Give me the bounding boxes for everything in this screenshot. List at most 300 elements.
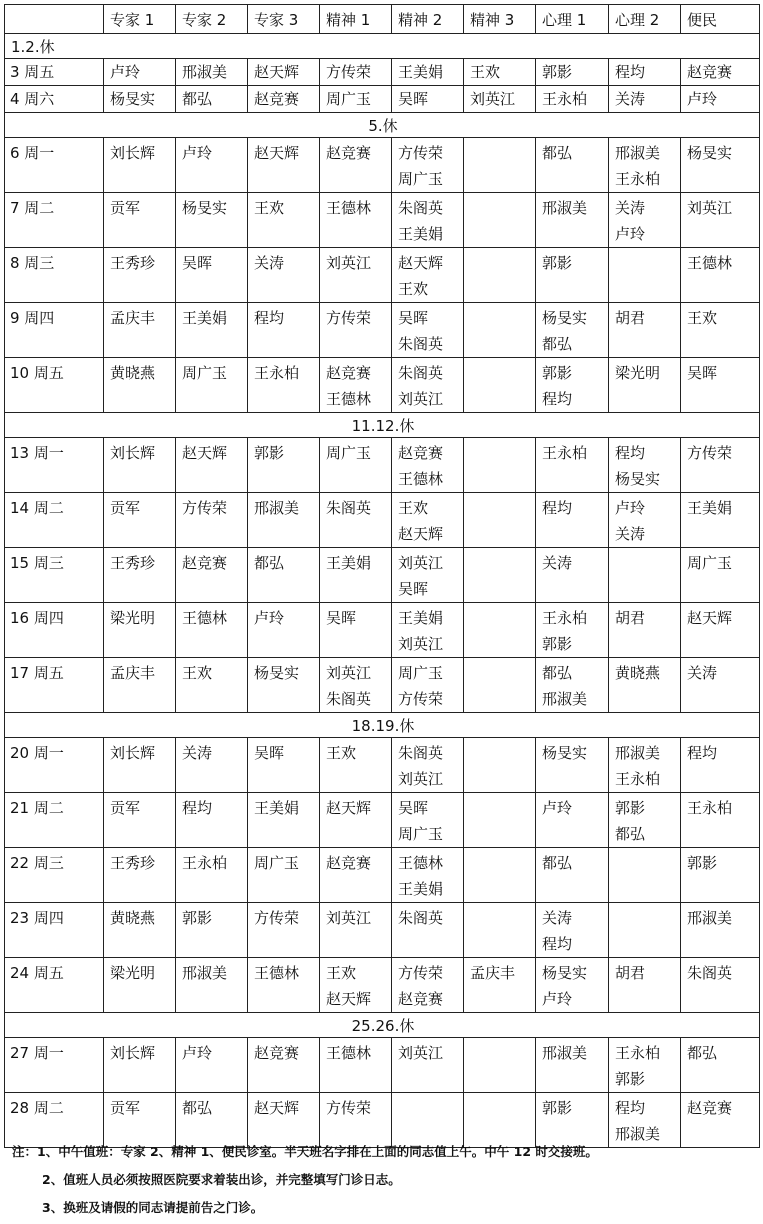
- staff-name: 郭影: [542, 63, 573, 81]
- staff-name: 都弘: [182, 90, 213, 108]
- staff-name: 关涛: [254, 254, 285, 272]
- staff-name: 朱阁英: [398, 199, 444, 217]
- staff-name: 周广玉: [398, 825, 444, 843]
- date-cell: 22 周三: [5, 848, 104, 903]
- rest-day-label: 18.19.休: [5, 713, 760, 738]
- duty-cell: [248, 1038, 320, 1093]
- duty-cell: [248, 793, 320, 848]
- duty-cell: [320, 86, 392, 113]
- staff-name: 刘英江: [398, 1044, 444, 1062]
- duty-cell: [392, 1038, 464, 1093]
- staff-name: 关涛: [615, 525, 646, 543]
- staff-name: 卢玲: [254, 609, 285, 627]
- staff-name: 邢淑美: [687, 909, 733, 927]
- duty-cell: [609, 658, 681, 713]
- duty-cell: [104, 59, 176, 86]
- duty-cell: [536, 438, 609, 493]
- duty-cell: [464, 958, 536, 1013]
- staff-name: 刘长辉: [110, 1044, 156, 1062]
- schedule-row: [5, 658, 760, 713]
- staff-name: 程均: [687, 744, 718, 762]
- duty-cell: [176, 438, 248, 493]
- staff-name: 关涛: [182, 744, 213, 762]
- staff-name: 刘长辉: [110, 444, 156, 462]
- schedule-row: [5, 193, 760, 248]
- staff-name: 赵竞赛: [254, 90, 300, 108]
- staff-name: 赵竞赛: [398, 990, 444, 1008]
- duty-cell: [320, 738, 392, 793]
- duty-cell: [536, 738, 609, 793]
- staff-name: 王美娟: [687, 499, 733, 517]
- duty-cell: [536, 848, 609, 903]
- staff-name: 邢淑美: [254, 499, 300, 517]
- duty-cell: [176, 1038, 248, 1093]
- staff-name: 方传荣: [326, 63, 372, 81]
- schedule-row: [5, 793, 760, 848]
- duty-cell: [536, 358, 609, 413]
- staff-name: 刘英江: [326, 254, 372, 272]
- duty-cell: [609, 138, 681, 193]
- staff-name: 胡君: [615, 964, 646, 982]
- duty-cell: [464, 848, 536, 903]
- duty-cell: [464, 493, 536, 548]
- duty-cell: [176, 738, 248, 793]
- duty-cell: [320, 1038, 392, 1093]
- duty-cell: [464, 903, 536, 958]
- staff-name: 朱阁英: [398, 364, 444, 382]
- duty-cell: [176, 59, 248, 86]
- staff-name: 王永柏: [615, 1044, 661, 1062]
- duty-cell: [176, 603, 248, 658]
- date-cell: 4 周六: [5, 86, 104, 113]
- duty-cell: [392, 59, 464, 86]
- staff-name: 贡军: [110, 799, 141, 817]
- date-cell: 6 周一: [5, 138, 104, 193]
- duty-cell: [176, 658, 248, 713]
- date-cell: 15 周三: [5, 548, 104, 603]
- duty-cell: [681, 738, 760, 793]
- staff-name: 赵天辉: [398, 254, 444, 272]
- staff-name: 刘英江: [687, 199, 733, 217]
- duty-cell: [609, 738, 681, 793]
- staff-name: 周广玉: [687, 554, 733, 572]
- duty-cell: [609, 59, 681, 86]
- duty-cell: [609, 548, 681, 603]
- duty-cell: [681, 438, 760, 493]
- staff-name: 赵竞赛: [398, 444, 444, 462]
- duty-cell: [536, 138, 609, 193]
- staff-name: 关涛: [542, 909, 573, 927]
- staff-name: 杨旻实: [254, 664, 300, 682]
- duty-cell: [609, 603, 681, 658]
- staff-name: 刘英江: [398, 770, 444, 788]
- staff-name: 王德林: [398, 470, 444, 488]
- staff-name: 邢淑美: [542, 1044, 588, 1062]
- staff-name: 王美娟: [182, 309, 228, 327]
- duty-cell: [392, 958, 464, 1013]
- duty-cell: [320, 248, 392, 303]
- staff-name: 孟庆丰: [470, 964, 516, 982]
- staff-name: 都弘: [542, 664, 573, 682]
- staff-name: 吴晖: [398, 580, 429, 598]
- duty-cell: [681, 358, 760, 413]
- staff-name: 王秀珍: [110, 254, 156, 272]
- duty-cell: [392, 86, 464, 113]
- staff-name: 卢玲: [615, 225, 646, 243]
- duty-cell: [104, 1038, 176, 1093]
- duty-cell: [104, 603, 176, 658]
- staff-name: 王美娟: [398, 63, 444, 81]
- duty-cell: [681, 603, 760, 658]
- duty-cell: [248, 86, 320, 113]
- header-column: 精神 3: [464, 5, 536, 34]
- duty-cell: [536, 493, 609, 548]
- duty-cell: [320, 548, 392, 603]
- staff-name: 郭影: [615, 1070, 646, 1088]
- staff-name: 周广玉: [254, 854, 300, 872]
- date-cell: 21 周二: [5, 793, 104, 848]
- duty-cell: [609, 248, 681, 303]
- duty-cell: [681, 903, 760, 958]
- rest-day-label: 25.26.休: [5, 1013, 760, 1038]
- staff-name: 卢玲: [542, 799, 573, 817]
- staff-name: 孟庆丰: [110, 664, 156, 682]
- duty-cell: [320, 903, 392, 958]
- rest-day-label: 11.12.休: [5, 413, 760, 438]
- duty-cell: [536, 658, 609, 713]
- duty-cell: [464, 138, 536, 193]
- duty-cell: [609, 86, 681, 113]
- date-cell: 8 周三: [5, 248, 104, 303]
- staff-name: 吴晖: [398, 309, 429, 327]
- header-column: 心理 2: [609, 5, 681, 34]
- note-2: 2、值班人员必须按照医院要求着装出诊，并完整填写门诊日志。: [42, 1172, 401, 1187]
- duty-cell: [176, 903, 248, 958]
- notes-section: [12, 1138, 757, 1222]
- duty-cell: [104, 958, 176, 1013]
- schedule-row: [5, 248, 760, 303]
- duty-cell: [609, 958, 681, 1013]
- staff-name: 王永柏: [182, 854, 228, 872]
- duty-cell: [464, 303, 536, 358]
- date-cell: 27 周一: [5, 1038, 104, 1093]
- staff-name: 方传荣: [398, 690, 444, 708]
- duty-cell: [536, 193, 609, 248]
- duty-cell: [320, 358, 392, 413]
- duty-cell: [464, 793, 536, 848]
- duty-cell: [320, 848, 392, 903]
- staff-name: 朱阁英: [687, 964, 733, 982]
- staff-name: 程均: [542, 499, 573, 517]
- staff-name: 方传荣: [254, 909, 300, 927]
- staff-name: 程均: [615, 63, 646, 81]
- staff-name: 王永柏: [542, 90, 588, 108]
- schedule-row: [5, 438, 760, 493]
- staff-name: 周广玉: [398, 664, 444, 682]
- staff-name: 刘长辉: [110, 144, 156, 162]
- duty-cell: [392, 438, 464, 493]
- staff-name: 王德林: [687, 254, 733, 272]
- duty-cell: [464, 86, 536, 113]
- staff-name: 赵竞赛: [254, 1044, 300, 1062]
- schedule-row: [5, 548, 760, 603]
- staff-name: 王德林: [326, 390, 372, 408]
- staff-name: 王欢: [398, 499, 429, 517]
- date-cell: 9 周四: [5, 303, 104, 358]
- staff-name: 杨旻实: [542, 309, 588, 327]
- duty-cell: [681, 86, 760, 113]
- staff-name: 刘英江: [470, 90, 516, 108]
- staff-name: 吴晖: [398, 799, 429, 817]
- duty-cell: [609, 793, 681, 848]
- schedule-row: [5, 903, 760, 958]
- staff-name: 王德林: [398, 854, 444, 872]
- staff-name: 赵竞赛: [326, 364, 372, 382]
- duty-cell: [248, 658, 320, 713]
- duty-cell: [176, 958, 248, 1013]
- staff-name: 郭影: [687, 854, 718, 872]
- duty-cell: [320, 193, 392, 248]
- duty-cell: [392, 793, 464, 848]
- staff-name: 王德林: [254, 964, 300, 982]
- staff-name: 刘英江: [398, 635, 444, 653]
- duty-cell: [392, 738, 464, 793]
- duty-cell: [176, 193, 248, 248]
- duty-cell: [464, 603, 536, 658]
- staff-name: 刘英江: [326, 909, 372, 927]
- staff-name: 刘英江: [398, 554, 444, 572]
- header-column: 心理 1: [536, 5, 609, 34]
- staff-name: 贡军: [110, 199, 141, 217]
- date-cell: 24 周五: [5, 958, 104, 1013]
- staff-name: 都弘: [542, 144, 573, 162]
- staff-name: 赵竞赛: [326, 854, 372, 872]
- staff-name: 王欢: [254, 199, 285, 217]
- duty-cell: [609, 1038, 681, 1093]
- duty-cell: [464, 548, 536, 603]
- schedule-row: [5, 1038, 760, 1093]
- staff-name: 王美娟: [398, 880, 444, 898]
- staff-name: 王美娟: [398, 609, 444, 627]
- staff-name: 王永柏: [254, 364, 300, 382]
- header-column: 专家 1: [104, 5, 176, 34]
- duty-cell: [464, 358, 536, 413]
- staff-name: 吴晖: [398, 90, 429, 108]
- staff-name: 卢玲: [110, 63, 141, 81]
- duty-cell: [681, 848, 760, 903]
- duty-cell: [320, 59, 392, 86]
- duty-cell: [176, 493, 248, 548]
- staff-name: 贡军: [110, 499, 141, 517]
- duty-cell: [464, 248, 536, 303]
- staff-name: 郭影: [542, 1099, 573, 1117]
- rest-day-label: 5.休: [5, 113, 760, 138]
- duty-cell: [536, 303, 609, 358]
- duty-cell: [681, 548, 760, 603]
- staff-name: 方传荣: [398, 144, 444, 162]
- staff-name: 朱阁英: [326, 690, 372, 708]
- duty-cell: [248, 138, 320, 193]
- staff-name: 王德林: [182, 609, 228, 627]
- note-3: 3、换班及请假的同志请提前告之门诊。: [42, 1200, 264, 1215]
- duty-cell: [681, 193, 760, 248]
- duty-cell: [320, 303, 392, 358]
- duty-cell: [609, 903, 681, 958]
- duty-cell: [104, 793, 176, 848]
- staff-name: 赵天辉: [326, 799, 372, 817]
- staff-name: 卢玲: [615, 499, 646, 517]
- duty-cell: [464, 438, 536, 493]
- duty-cell: [176, 358, 248, 413]
- rest-day-label: 1.2.休: [5, 34, 760, 59]
- staff-name: 胡君: [615, 309, 646, 327]
- staff-name: 郭影: [254, 444, 285, 462]
- header-row: [5, 5, 760, 34]
- date-cell: 28 周二: [5, 1093, 104, 1148]
- duty-cell: [681, 1038, 760, 1093]
- duty-cell: [392, 193, 464, 248]
- duty-cell: [681, 958, 760, 1013]
- schedule-row: [5, 958, 760, 1013]
- staff-name: 王欢: [326, 964, 357, 982]
- staff-name: 吴晖: [326, 609, 357, 627]
- duty-cell: [176, 138, 248, 193]
- staff-name: 程均: [254, 309, 285, 327]
- staff-name: 王美娟: [254, 799, 300, 817]
- schedule-row: [5, 493, 760, 548]
- duty-cell: [320, 958, 392, 1013]
- staff-name: 卢玲: [687, 90, 718, 108]
- duty-cell: [609, 438, 681, 493]
- staff-name: 王美娟: [326, 554, 372, 572]
- duty-cell: [248, 248, 320, 303]
- duty-cell: [176, 86, 248, 113]
- duty-cell: [464, 738, 536, 793]
- duty-cell: [464, 59, 536, 86]
- schedule-row: [5, 358, 760, 413]
- duty-cell: [464, 1038, 536, 1093]
- duty-cell: [248, 903, 320, 958]
- duty-cell: [248, 548, 320, 603]
- header-date-column: [5, 5, 104, 34]
- duty-cell: [392, 903, 464, 958]
- rest-day-row: [5, 34, 760, 59]
- staff-name: 邢淑美: [615, 744, 661, 762]
- duty-cell: [104, 438, 176, 493]
- duty-cell: [248, 438, 320, 493]
- rest-day-row: [5, 113, 760, 138]
- duty-cell: [104, 738, 176, 793]
- duty-cell: [392, 603, 464, 658]
- duty-cell: [248, 848, 320, 903]
- duty-cell: [320, 138, 392, 193]
- duty-cell: [176, 548, 248, 603]
- date-cell: 13 周一: [5, 438, 104, 493]
- duty-cell: [176, 303, 248, 358]
- staff-name: 邢淑美: [182, 63, 228, 81]
- staff-name: 关涛: [615, 199, 646, 217]
- staff-name: 都弘: [254, 554, 285, 572]
- staff-name: 方传荣: [326, 1099, 372, 1117]
- duty-cell: [392, 248, 464, 303]
- date-cell: 17 周五: [5, 658, 104, 713]
- staff-name: 朱阁英: [398, 744, 444, 762]
- staff-name: 杨旻实: [182, 199, 228, 217]
- date-cell: 23 周四: [5, 903, 104, 958]
- staff-name: 郭影: [542, 364, 573, 382]
- staff-name: 都弘: [542, 854, 573, 872]
- duty-cell: [536, 548, 609, 603]
- staff-name: 邢淑美: [615, 1125, 661, 1143]
- duty-cell: [392, 548, 464, 603]
- duty-cell: [104, 658, 176, 713]
- duty-cell: [681, 248, 760, 303]
- rest-day-row: [5, 713, 760, 738]
- duty-cell: [392, 848, 464, 903]
- header-column: 精神 2: [392, 5, 464, 34]
- staff-name: 程均: [615, 444, 646, 462]
- header-column: 便民: [681, 5, 760, 34]
- schedule-row: [5, 138, 760, 193]
- staff-name: 周广玉: [326, 444, 372, 462]
- staff-name: 周广玉: [326, 90, 372, 108]
- schedule-body: [5, 34, 760, 1148]
- duty-cell: [464, 193, 536, 248]
- date-cell: 20 周一: [5, 738, 104, 793]
- rest-day-row: [5, 1013, 760, 1038]
- date-cell: 10 周五: [5, 358, 104, 413]
- duty-schedule-table: [4, 4, 760, 1148]
- staff-name: 王德林: [326, 1044, 372, 1062]
- duty-cell: [104, 193, 176, 248]
- staff-name: 吴晖: [182, 254, 213, 272]
- duty-cell: [104, 86, 176, 113]
- staff-name: 卢玲: [542, 990, 573, 1008]
- staff-name: 周广玉: [182, 364, 228, 382]
- staff-name: 王永柏: [542, 609, 588, 627]
- staff-name: 朱阁英: [326, 499, 372, 517]
- duty-cell: [681, 303, 760, 358]
- staff-name: 黄晓燕: [615, 664, 661, 682]
- staff-name: 关涛: [615, 90, 646, 108]
- staff-name: 吴晖: [254, 744, 285, 762]
- staff-name: 王秀珍: [110, 554, 156, 572]
- staff-name: 刘长辉: [110, 744, 156, 762]
- duty-cell: [320, 493, 392, 548]
- duty-cell: [320, 438, 392, 493]
- staff-name: 关涛: [542, 554, 573, 572]
- staff-name: 王欢: [398, 280, 429, 298]
- duty-cell: [536, 59, 609, 86]
- staff-name: 吴晖: [687, 364, 718, 382]
- duty-cell: [609, 358, 681, 413]
- duty-cell: [464, 658, 536, 713]
- duty-cell: [104, 138, 176, 193]
- duty-cell: [392, 303, 464, 358]
- duty-cell: [536, 603, 609, 658]
- staff-name: 程均: [615, 1099, 646, 1117]
- duty-cell: [320, 793, 392, 848]
- staff-name: 都弘: [615, 825, 646, 843]
- staff-name: 赵竞赛: [687, 1099, 733, 1117]
- staff-name: 王德林: [326, 199, 372, 217]
- staff-name: 卢玲: [182, 1044, 213, 1062]
- schedule-row: [5, 603, 760, 658]
- duty-cell: [536, 1038, 609, 1093]
- schedule-row: [5, 738, 760, 793]
- duty-cell: [248, 738, 320, 793]
- staff-name: 胡君: [615, 609, 646, 627]
